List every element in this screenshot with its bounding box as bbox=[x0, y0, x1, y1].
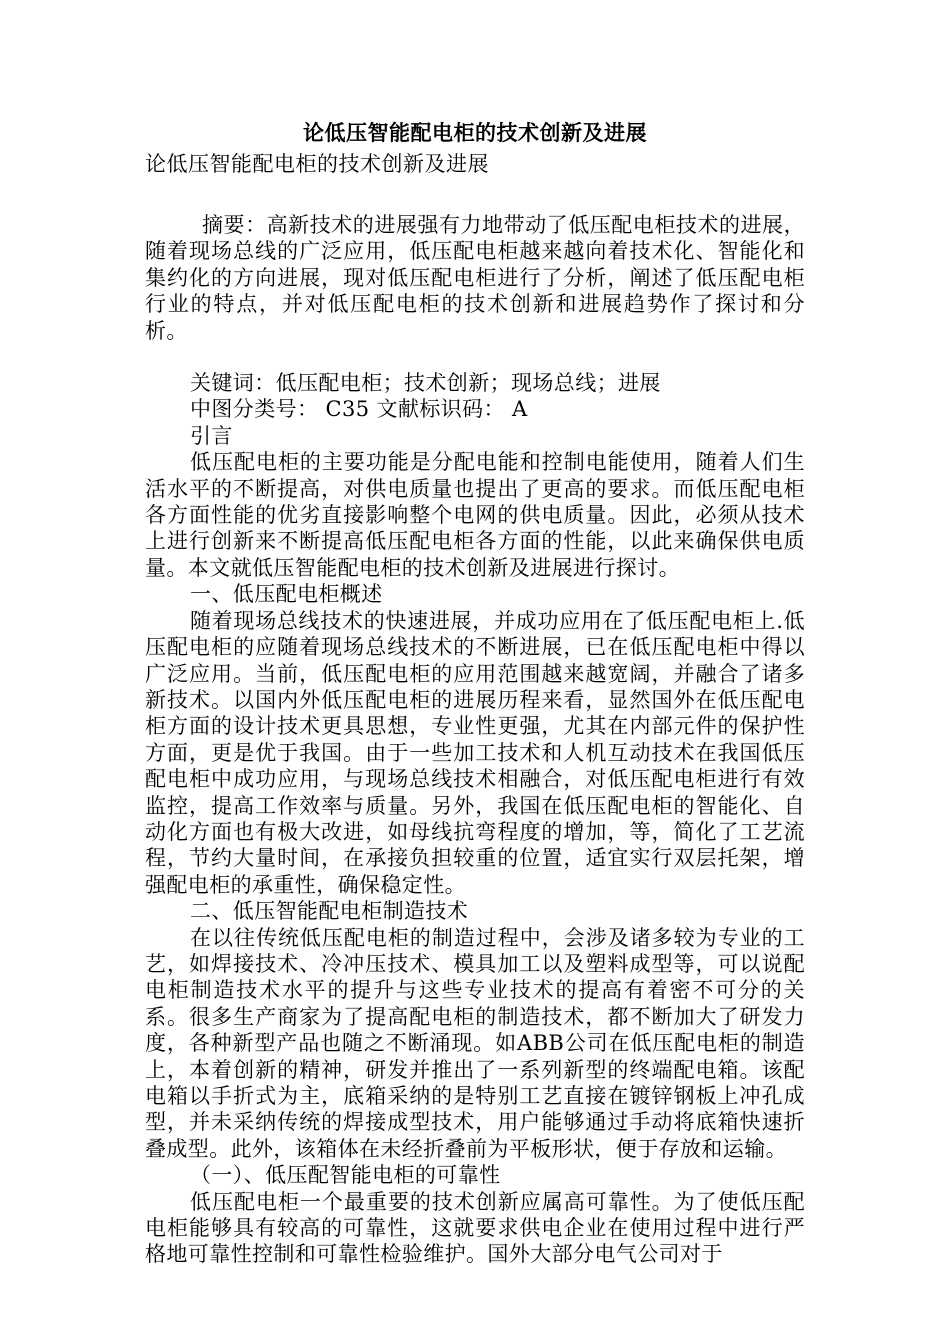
spacer bbox=[145, 178, 805, 212]
section1-heading: 一、低压配电柜概述 bbox=[190, 582, 383, 607]
intro-paragraph: 低压配电柜的主要功能是分配电能和控制电能使用，随着人们生活水平的不断提高，对供电质量也提出了更高的要求。而低压配电柜各方面性能的优劣直接影响整个电网的供电质量。因此，必须从技术上进行创新来不断提高低压配电柜各方面的性能，以此来确保供电质量。本文就低压智能配电柜的技术创新及进展进行探讨。 bbox=[145, 450, 805, 580]
document-page bbox=[145, 118, 805, 1268]
document-subtitle: 论低压智能配电柜的技术创新及进展 bbox=[145, 152, 489, 176]
subsection1-heading: （一）、低压配智能电柜的可靠性 bbox=[190, 1163, 501, 1188]
subsection1-paragraph: 低压配电柜一个最重要的技术创新应属高可靠性。为了使低压配电柜能够具有较高的可靠性，这就要求供电企业在使用过程中进行严格地可靠性控制和可靠性检验维护。国外大部分电气公司对于 bbox=[145, 1189, 805, 1267]
spacer bbox=[145, 344, 805, 370]
document-title: 论低压智能配电柜的技术创新及进展 bbox=[303, 120, 647, 145]
section1-paragraph: 随着现场总线技术的快速进展，并成功应用在了低压配电柜上.低压配电柜的应随着现场总线技术的不断进展，已在低压配电柜中得以广泛应用。当前，低压配电柜的应用范围越来越宽阔，并融合了诸多新技术。以国内外低压配电柜的进展历程来看，显然国外在低压配电柜方面的设计技术更具思想，专业性更强，尤其在内部元件的保护性方面，更是优于我国。由于一些加工技术和人机互动技术在我国低压配电柜中成功应用，与现场总线技术相融合，对低压配电柜进行有效监控，提高工作效率与质量。另外，我国在低压配电柜的智能化、自动化方面也有极大改进，如母线抗弯程度的增加，等，简化了工艺流程，节约大量时间，在承接负担较重的位置，适宜实行双层托架，增强配电柜的承重性，确保稳定性。 bbox=[145, 608, 805, 897]
section2-heading: 二、低压智能配电柜制造技术 bbox=[190, 899, 469, 924]
section2-paragraph: 在以往传统低压配电柜的制造过程中，会涉及诸多较为专业的工艺，如焊接技术、冷冲压技术、模具加工以及塑料成型等，可以说配电柜制造技术水平的提升与这些专业技术的提高有着密不可分的关系。很多生产商家为了提高配电柜的制造技术，都不断加大了研发力度，各种新型产品也随之不断涌现。如ABB公司在低压配电柜的制造上，本着创新的精神，研发并推出了一系列新型的终端配电箱。该配电箱以手折式为主，底箱采纳的是特别工艺直接在镀锌钢板上冲孔成型，并未采纳传统的焊接成型技术，用户能够通过手动将底箱快速折叠成型。此外，该箱体在未经折叠前为平板形状，便于存放和运输。 bbox=[145, 925, 805, 1161]
classification-line: 中图分类号： C35 文献标识码： A bbox=[190, 397, 528, 422]
keywords-line: 关键词：低压配电柜；技术创新；现场总线；进展 bbox=[190, 371, 661, 396]
intro-heading: 引言 bbox=[190, 423, 233, 448]
abstract-paragraph: 摘要：高新技术的进展强有力地带动了低压配电柜技术的进展，随着现场总线的广泛应用，低压配电柜越来越向着技术化、智能化和集约化的方向进展，现对低压配电柜进行了分析，阐述了低压配电柜行业的特点，并对低压配电柜的技术创新和进展趋势作了探讨和分析。 bbox=[145, 213, 805, 343]
